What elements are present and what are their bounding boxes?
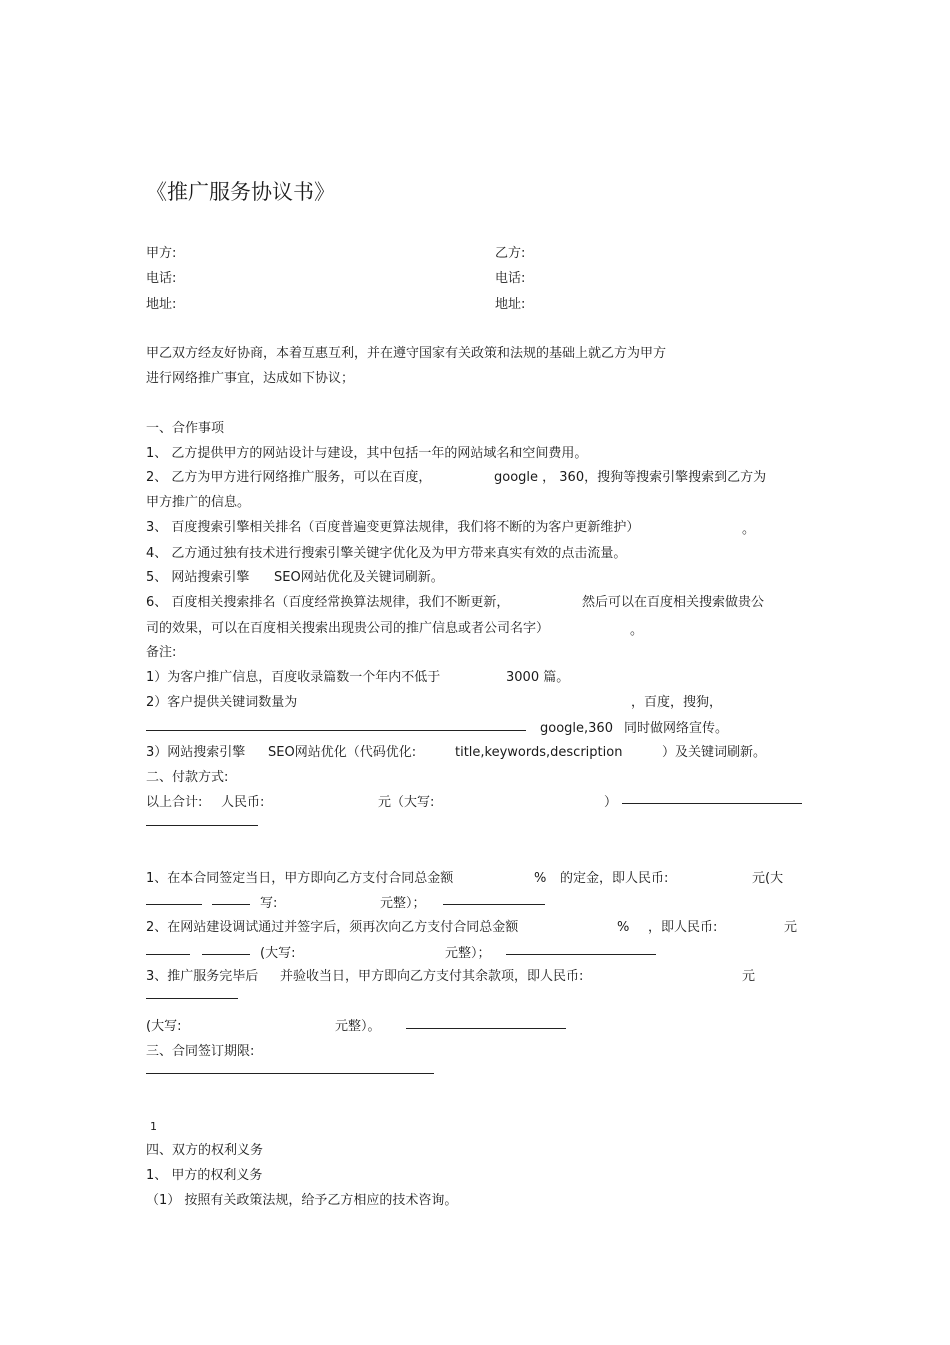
total-blank-line xyxy=(622,803,802,804)
note-2-engines-2: google,360 xyxy=(540,721,613,736)
intro-line-2: 进行网络推广事宜，达成如下协议； xyxy=(146,371,355,386)
payment-1-end: 元整）； xyxy=(380,896,426,911)
total-blank-line-2 xyxy=(146,825,258,826)
section-1-item-5-seo: SEO网站优化及关键词刷新。 xyxy=(274,570,444,585)
payment-2-blank-a xyxy=(146,954,190,955)
payment-2: 2、在网站建设调试通过并签字后，须再次向乙方支付合同总金额 xyxy=(146,920,519,935)
party-a-phone-label: 电话: xyxy=(146,271,177,286)
note-3-seo: SEO网站优化（代码优化: xyxy=(268,745,417,760)
section-1-item-6-end: 。 xyxy=(630,623,644,638)
note-1-count: 3000 篇。 xyxy=(506,670,570,685)
section-1-item-2: 2、 乙方为甲方进行网络推广服务，可以在百度， xyxy=(146,470,432,485)
payment-1-blank-c xyxy=(443,904,545,905)
payment-2-blank-b xyxy=(202,954,250,955)
party-b-address-label: 地址: xyxy=(495,297,526,312)
total-close: ） xyxy=(604,795,618,810)
total-rmb-label: 人民币: xyxy=(221,795,265,810)
payment-3-end: 元整）。 xyxy=(335,1019,381,1034)
section-1-heading: 一、合作事项 xyxy=(146,421,225,436)
section-1-item-2-engines: google ， 360，搜狗等搜索引擎搜索到乙方为 xyxy=(494,470,767,485)
payment-3-blank-b xyxy=(406,1028,566,1029)
note-1: 1）为客户推广信息，百度收录篇数一个年内不低于 xyxy=(146,670,441,685)
section-4-sub-1-item-1: （1） 按照有关政策法规，给予乙方相应的技术咨询。 xyxy=(146,1193,458,1208)
payment-3-c: 元 xyxy=(742,969,756,984)
payment-3-capital: (大写: xyxy=(146,1019,182,1034)
party-a-label: 甲方: xyxy=(146,246,177,261)
section-1-item-3-end: 。 xyxy=(742,522,756,537)
section-1-item-6: 6、 百度相关搜索排名（百度经常换算法规律，我们不断更新， xyxy=(146,595,510,610)
section-1-item-2-cont: 甲方推广的信息。 xyxy=(146,495,251,510)
section-1-item-6-c: 司的效果，可以在百度相关搜索出现贵公司的推广信息或者公司名字） xyxy=(146,621,550,636)
payment-3: 3、推广服务完毕后 xyxy=(146,969,259,984)
total-label: 以上合计: xyxy=(146,795,203,810)
total-capital-label: 元（大写: xyxy=(378,795,435,810)
payment-1: 1、在本合同签定当日，甲方即向乙方支付合同总金额 xyxy=(146,871,454,886)
section-1-item-4: 4、 乙方通过独有技术进行搜索引擎关键字优化及为甲方带来真实有效的点击流量。 xyxy=(146,546,627,561)
payment-2-b: ，即人民币: xyxy=(648,920,718,935)
page-number: 1 xyxy=(150,1120,157,1133)
payment-2-capital: (大写: xyxy=(260,946,296,961)
section-1-item-5: 5、 网站搜索引擎 xyxy=(146,570,250,585)
note-2-blank-line xyxy=(146,730,526,731)
payment-2-percent: % xyxy=(617,920,630,935)
section-3-heading: 三、合同签订期限: xyxy=(146,1044,255,1059)
payment-1-capital: 写: xyxy=(260,896,278,911)
payment-1-c: 元(大 xyxy=(752,871,784,886)
section-1-item-6-b: 然后可以在百度相关搜索做贵公 xyxy=(582,595,765,610)
payment-1-blank-a xyxy=(146,904,202,905)
section-1-item-1: 1、 乙方提供甲方的网站设计与建设，其中包括一年的网站域名和空间费用。 xyxy=(146,446,588,461)
section-4-sub-1: 1、 甲方的权利义务 xyxy=(146,1168,263,1183)
term-blank-line xyxy=(146,1073,434,1074)
payment-1-blank-b xyxy=(212,904,250,905)
payment-1-percent: % xyxy=(534,871,547,886)
party-a-address-label: 地址: xyxy=(146,297,177,312)
note-3: 3）网站搜索引擎 xyxy=(146,745,246,760)
payment-3-blank-a xyxy=(146,998,238,999)
payment-1-b: 的定金，即人民币: xyxy=(560,871,669,886)
payment-2-blank-c xyxy=(506,954,656,955)
note-3-end: ）及关键词刷新。 xyxy=(662,745,767,760)
note-label: 备注: xyxy=(146,645,177,660)
section-4-heading: 四、双方的权利义务 xyxy=(146,1143,264,1158)
payment-3-b: 并验收当日，甲方即向乙方支付其余款项，即人民币: xyxy=(280,969,584,984)
note-2-end: 同时做网络宣传。 xyxy=(624,721,729,736)
note-2-engines: ，百度，搜狗， xyxy=(631,695,723,710)
note-2: 2）客户提供关键词数量为 xyxy=(146,695,298,710)
payment-2-end: 元整）； xyxy=(445,946,491,961)
document-title: 《推广服务协议书》 xyxy=(146,180,335,204)
payment-2-c: 元 xyxy=(784,920,798,935)
section-1-item-3: 3、 百度搜索引擎相关排名（百度普遍变更算法规律，我们将不断的为客户更新维护） xyxy=(146,520,640,535)
intro-line-1: 甲乙双方经友好协商，本着互惠互利，并在遵守国家有关政策和法规的基础上就乙方为甲方 xyxy=(146,346,667,361)
party-b-phone-label: 电话: xyxy=(495,271,526,286)
party-b-label: 乙方: xyxy=(495,246,526,261)
note-3-tags: title,keywords,description xyxy=(455,745,623,760)
section-2-heading: 二、付款方式: xyxy=(146,770,229,785)
